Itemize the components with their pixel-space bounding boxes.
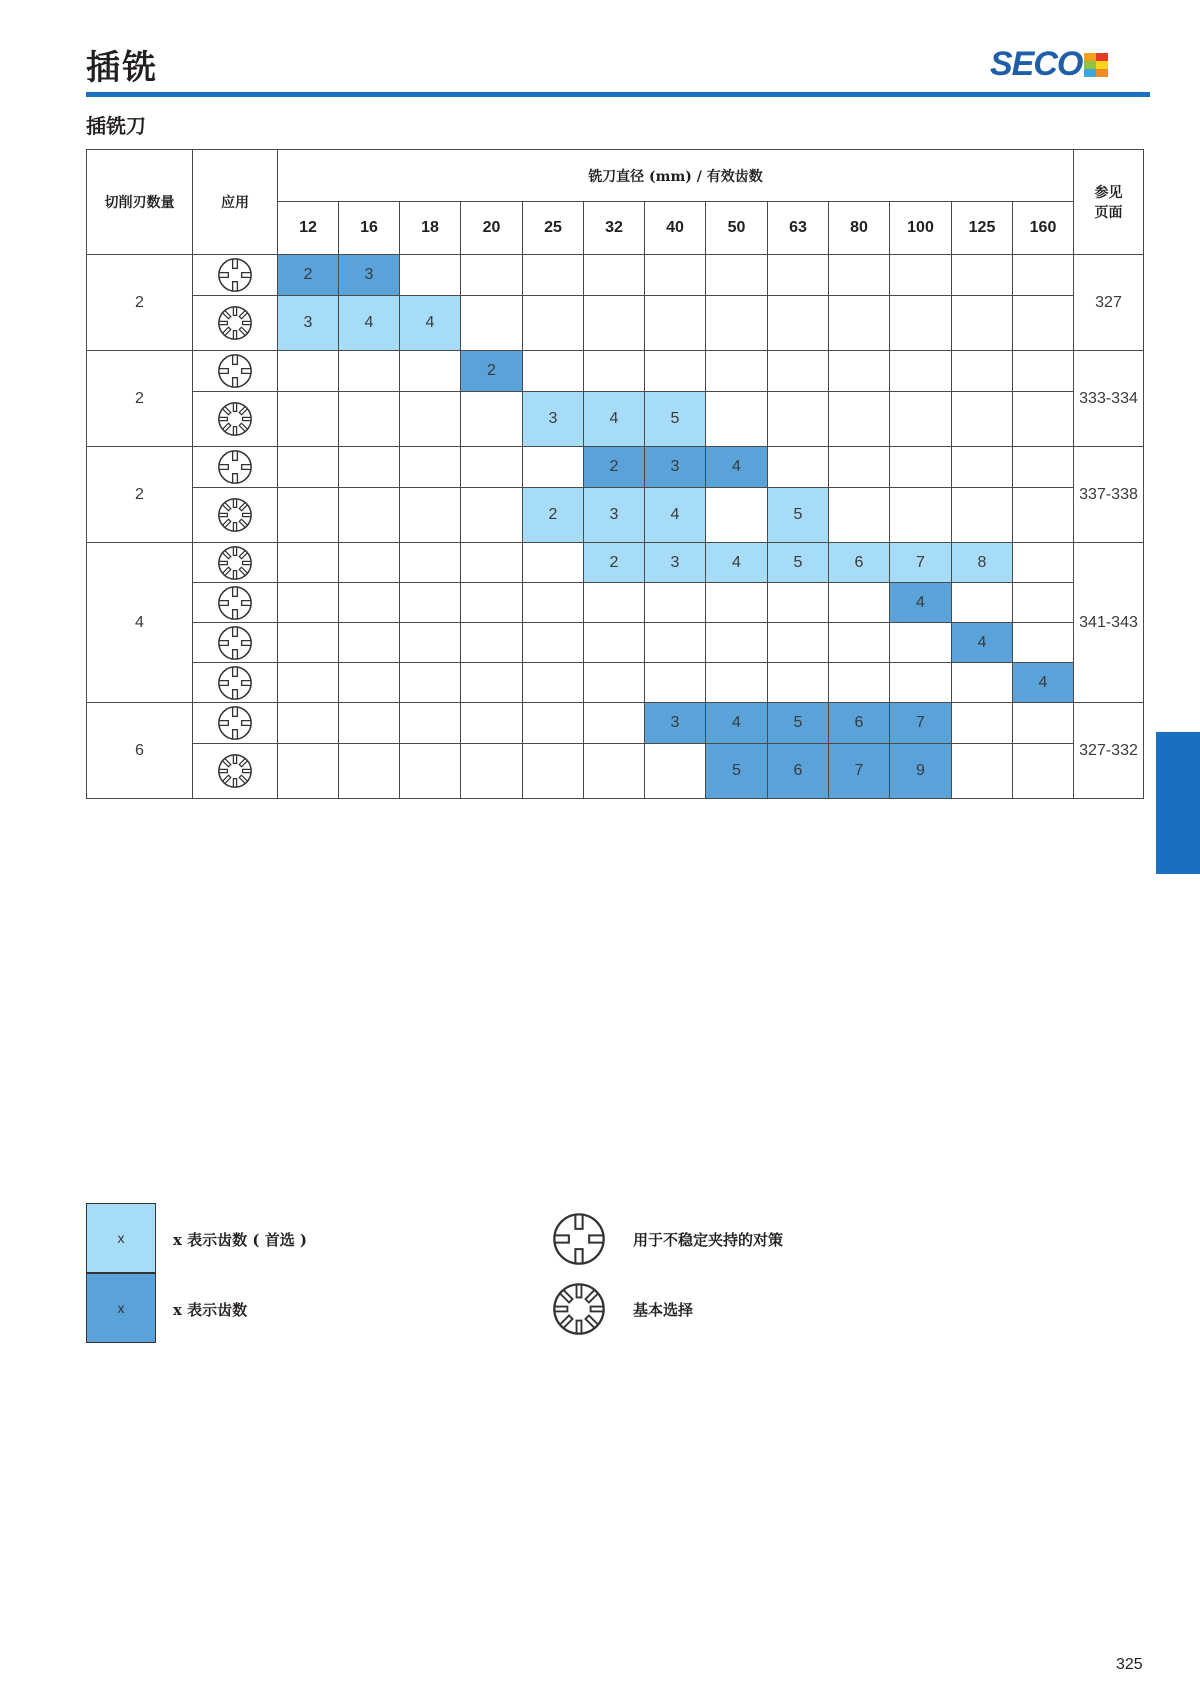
empty-cell — [584, 296, 645, 351]
empty-cell — [952, 583, 1013, 623]
application-cell — [193, 703, 278, 744]
basic-choice-icon — [193, 400, 277, 438]
empty-cell — [400, 703, 461, 744]
empty-cell — [400, 351, 461, 392]
empty-cell — [890, 351, 952, 392]
empty-cell — [768, 583, 829, 623]
teeth-value-cell: 3 — [339, 255, 400, 296]
teeth-value-cell: 4 — [706, 543, 768, 583]
empty-cell — [768, 351, 829, 392]
teeth-value-cell: 4 — [706, 703, 768, 744]
teeth-value-cell: 2 — [523, 488, 584, 543]
header-diameter: 32 — [584, 202, 645, 255]
teeth-count-cell: 2 — [87, 351, 193, 447]
empty-cell — [890, 663, 952, 703]
teeth-value-cell: 5 — [768, 703, 829, 744]
table-row — [87, 255, 1144, 296]
empty-cell — [339, 663, 400, 703]
teeth-value-cell: 4 — [400, 296, 461, 351]
basic-choice-icon — [193, 304, 277, 342]
teeth-value-cell: 4 — [952, 623, 1013, 663]
empty-cell — [829, 663, 890, 703]
empty-cell — [952, 447, 1013, 488]
teeth-value-cell: 3 — [278, 296, 339, 351]
legend-dark-text: x 表示齿数 — [173, 1301, 248, 1319]
teeth-value-cell: 3 — [645, 543, 706, 583]
teeth-value-cell: 3 — [523, 392, 584, 447]
empty-cell — [952, 392, 1013, 447]
basic-choice-icon — [550, 1280, 608, 1343]
teeth-value-cell: 3 — [645, 447, 706, 488]
empty-cell — [461, 392, 523, 447]
header-reference-line1: 参见 — [1094, 185, 1123, 201]
page-number: 325 — [1116, 1656, 1143, 1673]
teeth-value-cell: 7 — [829, 744, 890, 799]
empty-cell — [645, 623, 706, 663]
empty-cell — [400, 583, 461, 623]
empty-cell — [584, 744, 645, 799]
header-application: 应用 — [193, 150, 278, 255]
header-reference-page — [1074, 150, 1144, 255]
empty-cell — [584, 703, 645, 744]
teeth-value-cell: 9 — [890, 744, 952, 799]
empty-cell — [400, 663, 461, 703]
reference-page-cell: 327 — [1074, 255, 1144, 351]
header-diameter: 12 — [278, 202, 339, 255]
header-diameter: 18 — [400, 202, 461, 255]
empty-cell — [400, 623, 461, 663]
teeth-value-cell: 4 — [706, 447, 768, 488]
empty-cell — [645, 744, 706, 799]
empty-cell — [461, 488, 523, 543]
teeth-value-cell: 6 — [829, 543, 890, 583]
empty-cell — [339, 744, 400, 799]
empty-cell — [278, 488, 339, 543]
unstable-clamping-icon — [193, 704, 277, 742]
teeth-value-cell: 4 — [584, 392, 645, 447]
teeth-value-cell: 3 — [645, 703, 706, 744]
empty-cell — [1013, 543, 1074, 583]
header-diameter: 160 — [1013, 202, 1074, 255]
legend-basic-text: 基本选择 — [633, 1301, 694, 1319]
header-diameter: 80 — [829, 202, 890, 255]
empty-cell — [706, 663, 768, 703]
header-diameter: 25 — [523, 202, 584, 255]
logo-mark-icon — [1084, 53, 1108, 77]
unstable-clamping-icon — [193, 256, 277, 294]
empty-cell — [952, 703, 1013, 744]
empty-cell — [768, 392, 829, 447]
empty-cell — [461, 447, 523, 488]
header-diameter: 50 — [706, 202, 768, 255]
basic-choice-icon — [193, 544, 277, 582]
legend-dark-swatch: x — [86, 1273, 156, 1343]
seco-logo — [990, 44, 1108, 84]
empty-cell — [461, 663, 523, 703]
empty-cell — [339, 543, 400, 583]
unstable-clamping-icon — [193, 352, 277, 390]
empty-cell — [768, 447, 829, 488]
teeth-value-cell: 4 — [339, 296, 400, 351]
application-cell — [193, 447, 278, 488]
teeth-value-cell: 6 — [768, 744, 829, 799]
empty-cell — [645, 583, 706, 623]
header-reference-line2: 页面 — [1094, 205, 1123, 221]
empty-cell — [461, 703, 523, 744]
empty-cell — [952, 255, 1013, 296]
empty-cell — [339, 703, 400, 744]
table-row — [87, 703, 1144, 744]
empty-cell — [523, 744, 584, 799]
empty-cell — [278, 583, 339, 623]
teeth-value-cell: 8 — [952, 543, 1013, 583]
empty-cell — [706, 623, 768, 663]
empty-cell — [952, 663, 1013, 703]
teeth-value-cell: 4 — [645, 488, 706, 543]
empty-cell — [768, 296, 829, 351]
empty-cell — [829, 351, 890, 392]
empty-cell — [706, 488, 768, 543]
table-row — [87, 351, 1144, 392]
unstable-clamping-icon — [550, 1210, 608, 1273]
empty-cell — [461, 296, 523, 351]
teeth-value-cell: 2 — [278, 255, 339, 296]
empty-cell — [400, 255, 461, 296]
teeth-value-cell: 5 — [768, 488, 829, 543]
empty-cell — [1013, 623, 1074, 663]
reference-page-cell: 341-343 — [1074, 543, 1144, 703]
application-cell — [193, 488, 278, 543]
header-rule — [86, 92, 1150, 97]
basic-choice-icon — [193, 752, 277, 790]
empty-cell — [278, 744, 339, 799]
table-row — [87, 744, 1144, 799]
empty-cell — [768, 623, 829, 663]
empty-cell — [584, 351, 645, 392]
teeth-value-cell: 5 — [645, 392, 706, 447]
empty-cell — [523, 447, 584, 488]
empty-cell — [829, 623, 890, 663]
empty-cell — [829, 255, 890, 296]
table-row — [87, 623, 1144, 663]
empty-cell — [1013, 296, 1074, 351]
empty-cell — [278, 543, 339, 583]
header-diameter: 100 — [890, 202, 952, 255]
empty-cell — [278, 663, 339, 703]
empty-cell — [400, 488, 461, 543]
teeth-count-cell: 2 — [87, 447, 193, 543]
header-diameter: 20 — [461, 202, 523, 255]
table-row — [87, 447, 1144, 488]
teeth-value-cell: 7 — [890, 543, 952, 583]
empty-cell — [278, 392, 339, 447]
table-row — [87, 543, 1144, 583]
empty-cell — [584, 623, 645, 663]
page-title: 插铣 — [86, 48, 158, 88]
empty-cell — [400, 744, 461, 799]
empty-cell — [768, 663, 829, 703]
application-cell — [193, 744, 278, 799]
reference-page-cell: 333-334 — [1074, 351, 1144, 447]
empty-cell — [890, 488, 952, 543]
empty-cell — [523, 703, 584, 744]
empty-cell — [461, 744, 523, 799]
teeth-count-cell: 4 — [87, 543, 193, 703]
teeth-count-cell: 2 — [87, 255, 193, 351]
empty-cell — [339, 447, 400, 488]
empty-cell — [952, 744, 1013, 799]
teeth-value-cell: 2 — [584, 543, 645, 583]
empty-cell — [461, 623, 523, 663]
empty-cell — [278, 623, 339, 663]
header-diameter: 125 — [952, 202, 1013, 255]
empty-cell — [339, 623, 400, 663]
empty-cell — [890, 296, 952, 351]
empty-cell — [645, 351, 706, 392]
teeth-value-cell: 2 — [461, 351, 523, 392]
application-cell — [193, 583, 278, 623]
empty-cell — [1013, 351, 1074, 392]
empty-cell — [278, 351, 339, 392]
application-cell — [193, 663, 278, 703]
empty-cell — [890, 623, 952, 663]
empty-cell — [645, 663, 706, 703]
empty-cell — [1013, 744, 1074, 799]
teeth-value-cell: 5 — [706, 744, 768, 799]
empty-cell — [829, 296, 890, 351]
teeth-count-cell: 6 — [87, 703, 193, 799]
table-row — [87, 663, 1144, 703]
empty-cell — [952, 296, 1013, 351]
application-cell — [193, 255, 278, 296]
empty-cell — [523, 543, 584, 583]
empty-cell — [523, 583, 584, 623]
empty-cell — [706, 351, 768, 392]
table-row — [87, 296, 1144, 351]
empty-cell — [523, 351, 584, 392]
empty-cell — [952, 488, 1013, 543]
empty-cell — [829, 447, 890, 488]
application-cell — [193, 623, 278, 663]
table-row — [87, 392, 1144, 447]
unstable-clamping-icon — [193, 448, 277, 486]
empty-cell — [1013, 447, 1074, 488]
empty-cell — [461, 583, 523, 623]
empty-cell — [1013, 583, 1074, 623]
empty-cell — [584, 663, 645, 703]
teeth-value-cell: 4 — [1013, 663, 1074, 703]
empty-cell — [400, 392, 461, 447]
header-diameter: 40 — [645, 202, 706, 255]
reference-page-cell: 327-332 — [1074, 703, 1144, 799]
unstable-clamping-icon — [193, 664, 277, 702]
teeth-value-cell: 5 — [768, 543, 829, 583]
empty-cell — [584, 583, 645, 623]
empty-cell — [890, 447, 952, 488]
empty-cell — [523, 663, 584, 703]
legend-unstable-text: 用于不稳定夹持的对策 — [633, 1231, 784, 1249]
table-row — [87, 583, 1144, 623]
empty-cell — [461, 543, 523, 583]
teeth-value-cell: 3 — [584, 488, 645, 543]
empty-cell — [523, 623, 584, 663]
empty-cell — [339, 392, 400, 447]
application-cell — [193, 296, 278, 351]
empty-cell — [645, 296, 706, 351]
empty-cell — [523, 255, 584, 296]
logo-text: SECO — [990, 45, 1083, 83]
empty-cell — [339, 351, 400, 392]
empty-cell — [890, 392, 952, 447]
table-row — [87, 488, 1144, 543]
application-cell — [193, 543, 278, 583]
legend-light-swatch: x — [86, 1203, 156, 1273]
empty-cell — [278, 447, 339, 488]
reference-page-cell: 337-338 — [1074, 447, 1144, 543]
teeth-value-cell: 4 — [890, 583, 952, 623]
empty-cell — [523, 296, 584, 351]
header-teeth-count: 切削刃数量 — [87, 150, 193, 255]
empty-cell — [584, 255, 645, 296]
empty-cell — [890, 255, 952, 296]
empty-cell — [1013, 255, 1074, 296]
empty-cell — [706, 255, 768, 296]
section-subtitle: 插铣刀 — [86, 114, 146, 138]
empty-cell — [706, 583, 768, 623]
empty-cell — [829, 488, 890, 543]
empty-cell — [645, 255, 706, 296]
section-side-tab — [1156, 732, 1200, 874]
header-diameter-group: 铣刀直径 (mm) / 有效齿数 — [278, 150, 1074, 202]
empty-cell — [768, 255, 829, 296]
empty-cell — [1013, 488, 1074, 543]
header-diameter: 16 — [339, 202, 400, 255]
application-cell — [193, 351, 278, 392]
unstable-clamping-icon — [193, 584, 277, 622]
basic-choice-icon — [193, 496, 277, 534]
empty-cell — [339, 488, 400, 543]
empty-cell — [278, 703, 339, 744]
empty-cell — [1013, 703, 1074, 744]
empty-cell — [829, 392, 890, 447]
teeth-value-cell: 6 — [829, 703, 890, 744]
empty-cell — [461, 255, 523, 296]
unstable-clamping-icon — [193, 624, 277, 662]
teeth-value-cell: 2 — [584, 447, 645, 488]
header-diameter: 63 — [768, 202, 829, 255]
application-cell — [193, 392, 278, 447]
empty-cell — [1013, 392, 1074, 447]
empty-cell — [952, 351, 1013, 392]
teeth-value-cell: 7 — [890, 703, 952, 744]
empty-cell — [829, 583, 890, 623]
legend-light-text: x 表示齿数 ( 首选 ) — [173, 1231, 308, 1249]
empty-cell — [400, 447, 461, 488]
empty-cell — [339, 583, 400, 623]
empty-cell — [706, 296, 768, 351]
plunge-mill-selection-table — [86, 149, 1144, 799]
empty-cell — [706, 392, 768, 447]
empty-cell — [400, 543, 461, 583]
